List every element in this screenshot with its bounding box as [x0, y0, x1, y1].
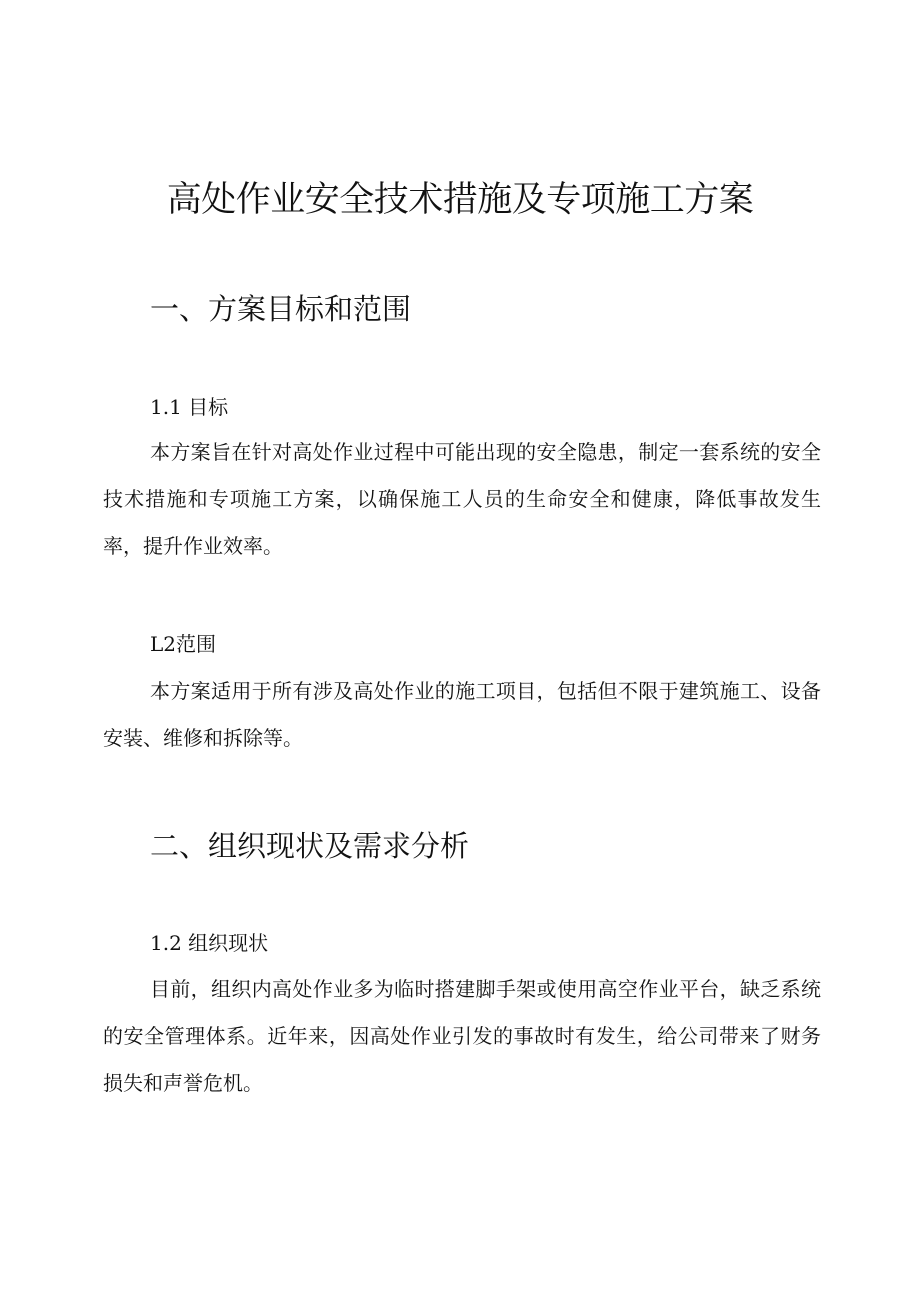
subsection-heading-2-1: 1.2 组织现状 — [150, 931, 269, 955]
section-heading-1: 一、方案目标和范围 — [150, 292, 412, 326]
subsection-paragraph-2-1: 目前，组织内高处作业多为临时搭建脚手架或使用高空作业平台，缺乏系统的安全管理体系。近年来，因高处作业引发的事故时有发生，给公司带来了财务损失和声誉危机。 — [103, 977, 821, 1095]
document-title: 高处作业安全技术措施及专项施工方案 — [166, 180, 754, 220]
subsection-heading-1-1: 1.1 目标 — [150, 395, 229, 419]
subsection-paragraph-1-2: 本方案适用于所有涉及高处作业的施工项目，包括但不限于建筑施工、设备安装、维修和拆除等。 — [103, 679, 821, 750]
subsection-heading-1-2: L2范围 — [150, 632, 217, 656]
subsection-paragraph-1-1: 本方案旨在针对高处作业过程中可能出现的安全隐患，制定一套系统的安全技术措施和专项施工方案，以确保施工人员的生命安全和健康，降低事故发生率，提升作业效率。 — [103, 440, 821, 558]
section-heading-2: 二、组织现状及需求分析 — [150, 829, 470, 863]
